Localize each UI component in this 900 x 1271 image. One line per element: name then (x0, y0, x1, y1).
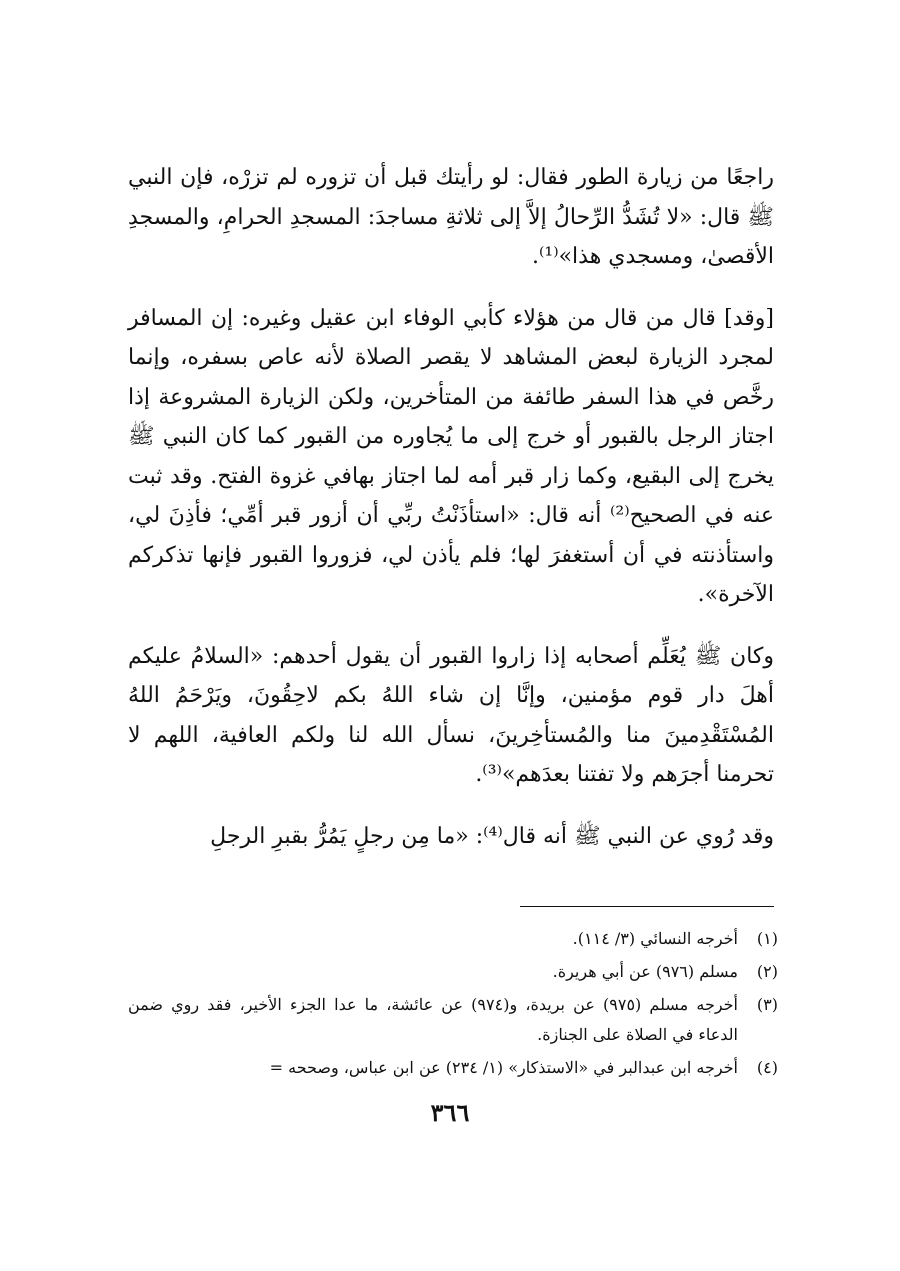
paragraph-4: وقد رُوي عن النبي ﷺ أنه قال⁽⁴⁾: «ما مِن رجلٍ يَمُرُّ بقبرِ الرجلِ (210, 823, 774, 849)
footnote-1 (128, 924, 778, 954)
footnote-3 (128, 990, 778, 1050)
footnote-number: (٢) (756, 962, 778, 981)
footnote-divider (520, 906, 774, 907)
paragraph-1: راجعًا من زيارة الطور فقال: لو رأيتك قبل أن تزوره لم تزرْه، فإن النبي ﷺ قال: «لا تُشَدُّ الرِّحالُ إلاَّ إلى ثلاثةِ مساجدَ: المسجدِ الحرامِ، والمسجدِ الأقصىٰ، ومسجدي هذا»⁽¹⁾. (128, 165, 774, 269)
paragraph-2: [وقد] قال من قال من هؤلاء كأبي الوفاء ابن عقيل وغيره: إن المسافر لمجرد الزيارة لبعض المشاهد لا يقصر الصلاة لأنه عاص بسفره، وإنما رخَّص في هذا السفر طائفة من المتأخرين، ولكن الزيارة المشروعة إذا اجتاز الرجل بالقبور أو خرج إلى ما يُجاوره من القبور كما كان النبي ﷺ يخرج إلى البقيع، وكما زار قبر أمه لما اجتاز بهافي غزوة الفتح. وقد ثبت عنه في الصحيح⁽²⁾ أنه قال: «استأذَنْتُ ربِّي أن أزور قبر أمِّي؛ فأذِنَ لي، واستأذنته في أن أستغفرَ لها؛ فلم يأذن لي، فزوروا القبور فإنها تذكركم الآخرة». (128, 305, 774, 607)
footnote-4 (128, 1053, 778, 1083)
page-number: ٣٦٦ (430, 1098, 470, 1127)
footnote-text: مسلم (٩٧٦) عن أبي هريرة. (552, 962, 738, 981)
footnotes (128, 924, 778, 1086)
footnote-2 (128, 957, 778, 987)
footnote-text: أخرجه النسائي (٣/ ١١٤). (572, 929, 738, 948)
paragraph-3: وكان ﷺ يُعَلِّم أصحابه إذا زاروا القبور أن يقول أحدهم: «السلامُ عليكم أهلَ دار قوم مؤمنين، وإنَّا إن شاء اللهُ بكم لاحِقُونَ، ويَرْحَمُ اللهُ المُسْتَقْدِمينَ منا والمُستأخِرينَ، نسأل الله لنا ولكم العافية، اللهم لا تحرمنا أجرَهم ولا تفتنا بعدَهم»⁽³⁾. (128, 643, 774, 787)
footnote-text: أخرجه ابن عبدالبر في «الاستذكار» (١/ ٢٣٤) عن ابن عباس، وصححه = (269, 1058, 738, 1077)
footnote-number: (٤) (756, 1058, 778, 1077)
footnote-number: (٣) (756, 995, 778, 1014)
footnote-text: أخرجه مسلم (٩٧٥) عن بريدة، و(٩٧٤) عن عائشة، ما عدا الجزء الأخير، فقد روي ضمن الدعاء في الصلاة على الجنازة. (128, 995, 739, 1044)
main-text (128, 158, 774, 856)
footnote-number: (١) (756, 929, 778, 948)
